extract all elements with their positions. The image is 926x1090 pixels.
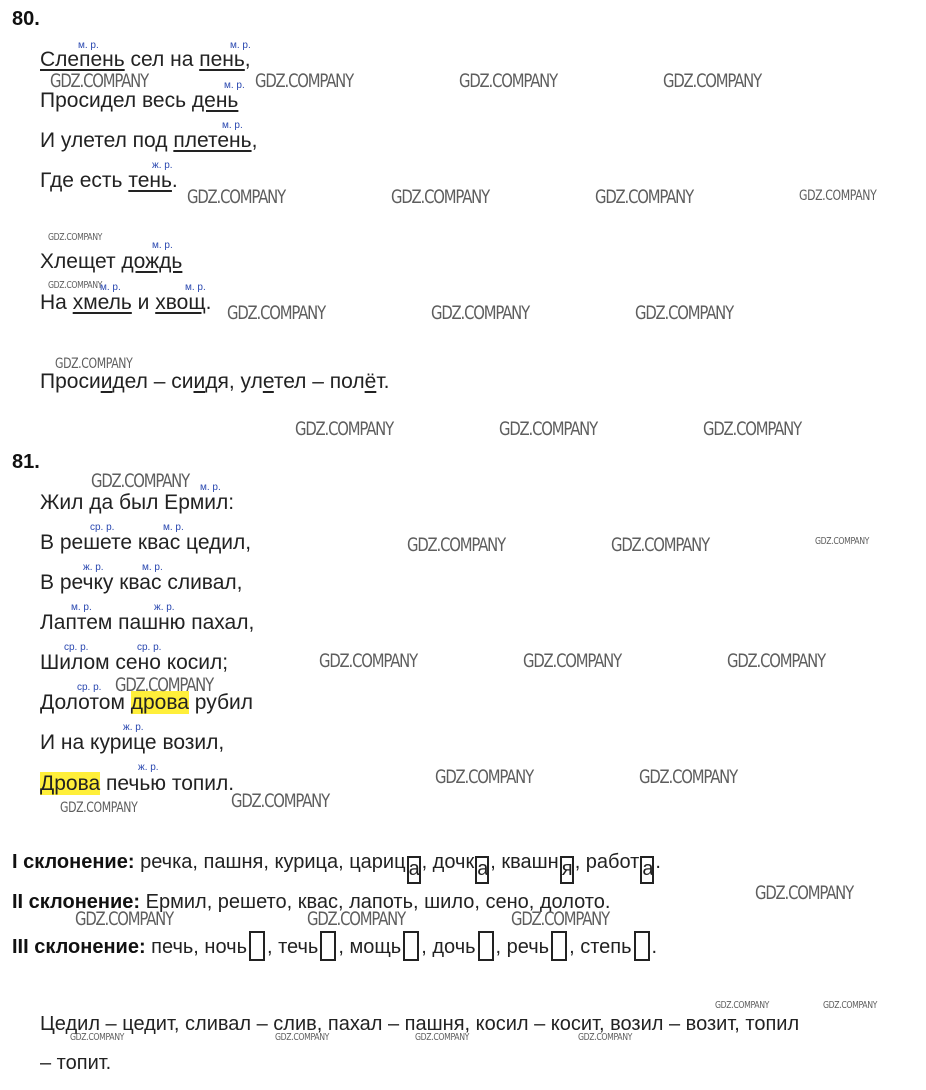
poem-line: Лаптем пашню пахал, [40,611,255,634]
watermark: GDZ.COMPANY [523,650,621,672]
watermark: GDZ.COMPANY [231,790,329,812]
poem-line: Где есть тень. [40,169,178,192]
poem-line: Дрова печью топил. [40,772,235,795]
watermark: GDZ.COMPANY [255,70,353,92]
watermark: GDZ.COMPANY [227,302,325,324]
gender-tag: ср. р. [90,522,115,533]
watermark: GDZ.COMPANY [639,766,737,788]
gender-tag: м. р. [71,602,92,613]
watermark: GDZ.COMPANY [459,70,557,92]
watermark: GDZ.COMPANY [55,356,133,372]
gender-tag: м. р. [222,120,243,131]
watermark: GDZ.COMPANY [307,908,405,930]
watermark: GDZ.COMPANY [431,302,529,324]
watermark: GDZ.COMPANY [60,800,138,816]
poem-line: Шилом сено косил; [40,651,229,674]
declension-1-row: I склонение: речка, пашня, курица, цариц а, дочк а, квашн я , работ а. [12,851,661,884]
gender-tag: ср. р. [64,642,89,653]
watermark: GDZ.COMPANY [407,534,505,556]
watermark: GDZ.COMPANY [275,1032,330,1043]
poem-line: Просидел весь день [40,89,239,112]
watermark: GDZ.COMPANY [75,908,173,930]
gender-tag: м. р. [152,240,173,251]
watermark: GDZ.COMPANY [391,186,489,208]
poem-line: Хлещет дождь [40,250,183,273]
watermark: GDZ.COMPANY [755,882,853,904]
gender-tag: ж. р. [138,762,159,773]
watermark: GDZ.COMPANY [48,232,103,243]
poem-line: И улетел под плетень, [40,129,258,152]
watermark: GDZ.COMPANY [715,1000,770,1011]
poem-line: И на курице возил, [40,731,225,754]
poem-line: В речку квас сливал, [40,571,243,594]
watermark: GDZ.COMPANY [595,186,693,208]
gender-tag: ж. р. [154,602,175,613]
stress-line: Просиидел – сиидя, улетел – полёт. [40,370,390,393]
gender-tag: ср. р. [137,642,162,653]
watermark: GDZ.COMPANY [115,674,213,696]
watermark: GDZ.COMPANY [799,188,877,204]
poem-line: Долотом дрова рубил [40,691,253,714]
watermark: GDZ.COMPANY [295,418,393,440]
watermark: GDZ.COMPANY [823,1000,878,1011]
stress-pairs-line-2: – топит. [40,1052,112,1074]
gender-tag: ж. р. [123,722,144,733]
gender-tag: м. р. [185,282,206,293]
gender-tag: м. р. [78,40,99,51]
watermark: GDZ.COMPANY [511,908,609,930]
watermark: GDZ.COMPANY [703,418,801,440]
poem-line: Слепень сел на пень, [40,48,251,71]
watermark: GDZ.COMPANY [91,470,189,492]
gender-tag: м. р. [142,562,163,573]
exercise-number-81: 81. [12,451,40,473]
poem-line: В решете квас цедил, [40,531,252,554]
gender-tag: ж. р. [152,160,173,171]
exercise-number-80: 80. [12,8,40,30]
watermark: GDZ.COMPANY [727,650,825,672]
gender-tag: м. р. [100,282,121,293]
gender-tag: м. р. [200,482,221,493]
declension-2-row: II склонение: Ермил, решето, квас, лапоть, шило, сено, долото. [12,891,611,913]
watermark: GDZ.COMPANY [663,70,761,92]
watermark: GDZ.COMPANY [50,70,148,92]
gender-tag: ср. р. [77,682,102,693]
watermark: GDZ.COMPANY [435,766,533,788]
stress-pairs-line-1: Цедил – цедит, сливал – слив, пахал – пашня, косил – косит, возил – возит, топил [40,1013,800,1035]
poem-line: На хмель и хвощ. [40,291,212,314]
gender-tag: м. р. [224,80,245,91]
poem-line: Жил да был Ермил: [40,491,235,514]
watermark: GDZ.COMPANY [635,302,733,324]
declension-3-row: III склонение: печь, ночь , течь , мощь , дочь , речь , степь . [12,931,657,961]
watermark: GDZ.COMPANY [578,1032,633,1043]
watermark: GDZ.COMPANY [611,534,709,556]
watermark: GDZ.COMPANY [70,1032,125,1043]
watermark: GDZ.COMPANY [415,1032,470,1043]
watermark: GDZ.COMPANY [187,186,285,208]
watermark: GDZ.COMPANY [815,536,870,547]
watermark: GDZ.COMPANY [48,280,103,291]
gender-tag: м. р. [230,40,251,51]
watermark: GDZ.COMPANY [499,418,597,440]
watermark: GDZ.COMPANY [319,650,417,672]
gender-tag: м. р. [163,522,184,533]
gender-tag: ж. р. [83,562,104,573]
